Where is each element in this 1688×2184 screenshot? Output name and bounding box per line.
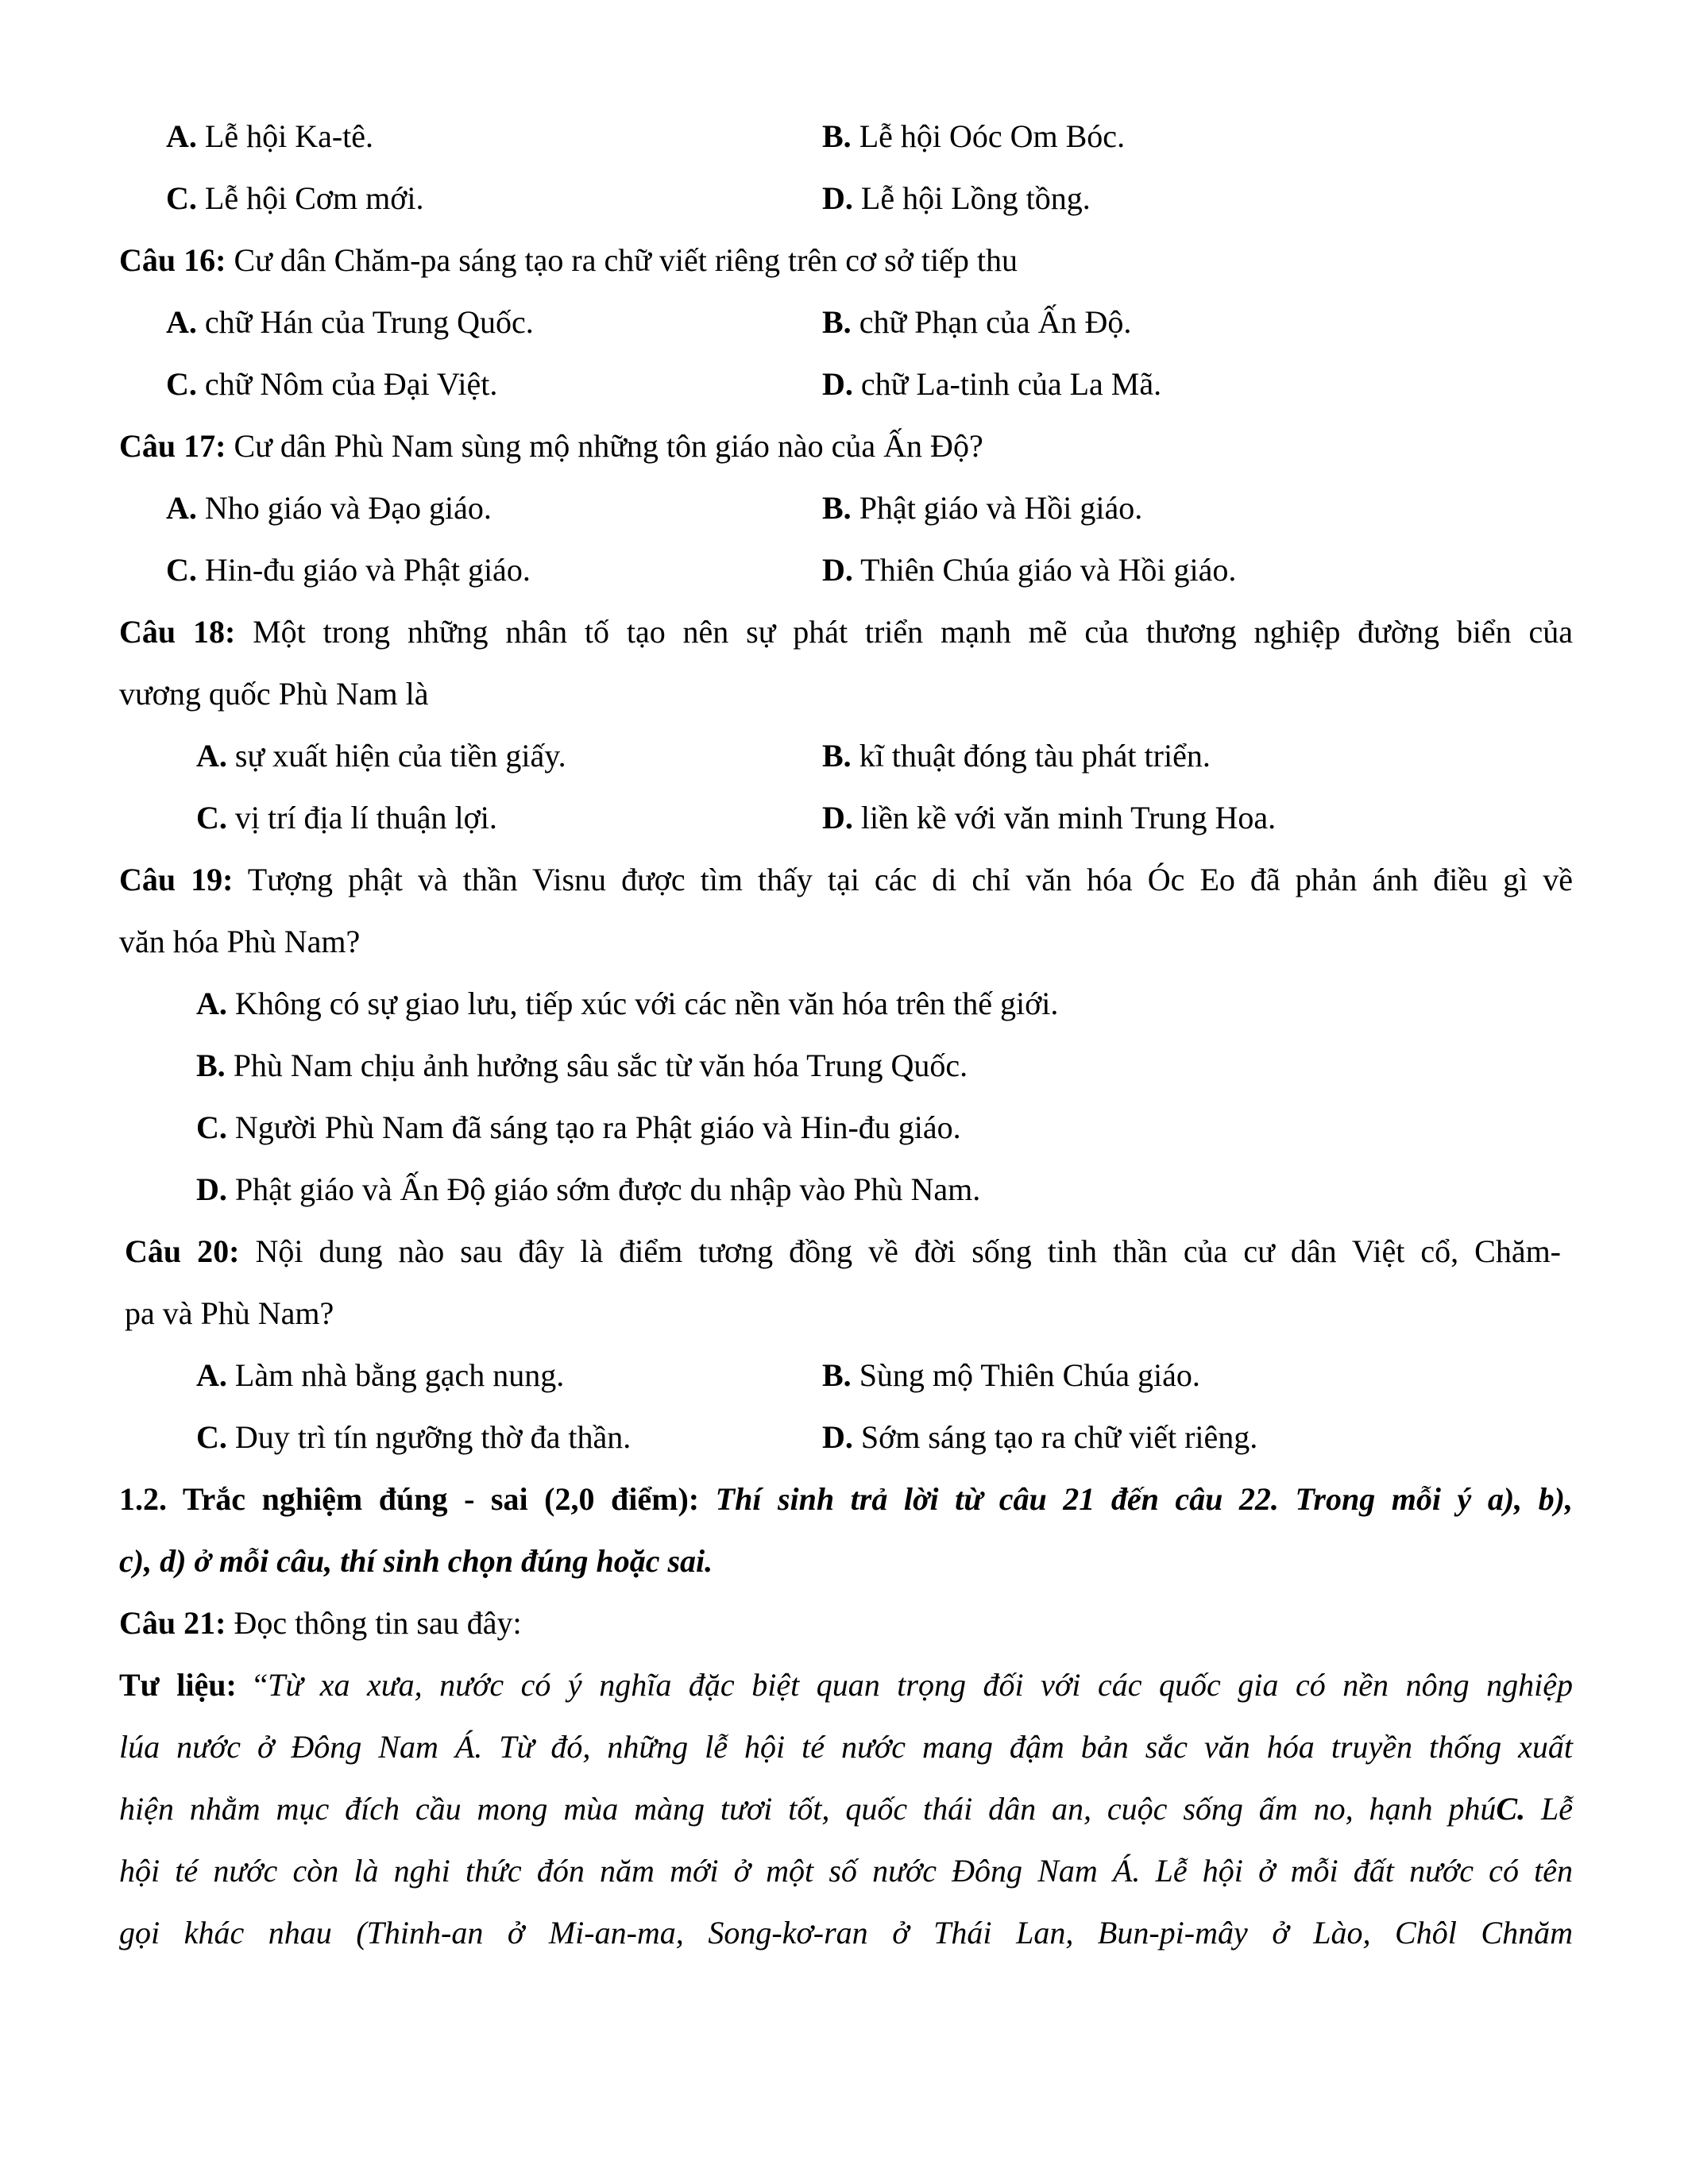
q17-option-d: [822, 554, 1236, 586]
source-text-bold: C.: [1496, 1791, 1526, 1827]
section-heading: 1.2. Trắc nghiệm đúng - sai (2,0 điểm):: [119, 1481, 700, 1517]
question-label: Câu 18:: [119, 614, 236, 650]
option-text: chữ Phạn của Ấn Độ.: [851, 304, 1132, 340]
option-label: C.: [196, 1109, 227, 1145]
q19-option-c: [196, 1109, 961, 1145]
option-label: B.: [822, 118, 852, 154]
question-label: Câu 19:: [119, 862, 234, 897]
q18-stem-line1: [119, 616, 1573, 648]
option-text: Lễ hội Lồng tồng.: [852, 180, 1091, 216]
source-passage-line1: [119, 1669, 1573, 1701]
question-text: Cư dân Chăm-pa sáng tạo ra chữ viết riêng trên cơ sở tiếp thu: [226, 242, 1018, 278]
option-text: Phù Nam chịu ảnh hưởng sâu sắc từ văn hóa Trung Quốc.: [225, 1048, 968, 1083]
option-text: Lễ hội Oóc Om Bóc.: [851, 118, 1126, 154]
q20-option-c: [196, 1419, 632, 1455]
option-label: B.: [822, 738, 852, 774]
section-1-2-heading-line2: c), d) ở mỗi câu, thí sinh chọn đúng hoặc sai.: [119, 1543, 713, 1579]
option-label: A.: [166, 304, 197, 340]
option-text: kĩ thuật đóng tàu phát triển.: [851, 738, 1211, 774]
option-label: D.: [822, 552, 853, 588]
q20-option-d: [822, 1419, 1258, 1455]
source-text: hiện nhằm mục đích cầu mong mùa màng tươi tốt, quốc thái dân an, cuộc sống ấm no, hạnh phú: [119, 1791, 1497, 1827]
option-text: chữ La-tinh của La Mã.: [852, 366, 1162, 402]
q17-option-a: [166, 492, 492, 524]
q17-option-b: [822, 492, 1142, 524]
q20-stem-line1: [125, 1233, 1562, 1269]
q18-option-a: [196, 740, 566, 772]
option-text: sự xuất hiện của tiền giấy.: [226, 738, 566, 774]
option-text: Duy trì tín ngưỡng thờ đa thần.: [226, 1419, 632, 1455]
source-text: Lễ: [1525, 1791, 1574, 1827]
q18-option-b: [822, 740, 1211, 772]
option-label: C.: [166, 552, 197, 588]
option-text: Người Phù Nam đã sáng tạo ra Phật giáo và Hin-đu giáo.: [226, 1109, 961, 1145]
q15-option-d: [822, 180, 1091, 216]
question-label: Câu 21:: [119, 1605, 226, 1641]
option-text: Lễ hội Cơm mới.: [196, 180, 424, 216]
source-label: Tư liệu:: [119, 1667, 237, 1703]
option-label: A.: [166, 118, 197, 154]
option-text: Lễ hội Ka-tê.: [196, 118, 374, 154]
q21-stem: [119, 1607, 522, 1639]
option-text: Thiên Chúa giáo và Hồi giáo.: [852, 552, 1237, 588]
option-label: B.: [822, 490, 852, 526]
option-text: chữ Hán của Trung Quốc.: [196, 304, 534, 340]
option-text: Sùng mộ Thiên Chúa giáo.: [851, 1357, 1200, 1393]
option-label: B.: [196, 1048, 226, 1083]
source-passage-line5: gọi khác nhau (Thinh-an ở Mi-an-ma, Song-kơ-ran ở Thái Lan, Bun-pi-mây ở Lào, Chôl Chnăm: [119, 1915, 1573, 1951]
option-text: chữ Nôm của Đại Việt.: [196, 366, 498, 402]
q18-option-c: [196, 802, 497, 834]
question-text: Một trong những nhân tố tạo nên sự phát triển mạnh mẽ của thương nghiệp đường biển của: [235, 614, 1573, 650]
option-text: vị trí địa lí thuận lợi.: [226, 800, 497, 835]
q15-option-c: [166, 180, 424, 216]
q16-option-a: [166, 304, 534, 340]
open-quote: “: [236, 1667, 268, 1703]
q15-option-a: [166, 118, 374, 154]
q17-option-c: [166, 554, 531, 586]
q19-stem-line2: văn hóa Phù Nam?: [119, 924, 361, 959]
option-text: Phật giáo và Ấn Độ giáo sớm được du nhập vào Phù Nam.: [226, 1171, 981, 1207]
question-text: Nội dung nào sau đây là điểm tương đồng về đời sống tinh thần của cư dân Việt cổ, Chăm-: [239, 1233, 1562, 1269]
q19-stem-line1: [119, 864, 1573, 896]
q20-option-b: [822, 1357, 1200, 1393]
source-passage-line4: hội té nước còn là nghi thức đón năm mới ở một số nước Đông Nam Á. Lễ hội ở mỗi đất nước có tên: [119, 1853, 1573, 1889]
question-label: Câu 17:: [119, 428, 226, 464]
option-label: C.: [196, 800, 227, 835]
option-text: Không có sự giao lưu, tiếp xúc với các nền văn hóa trên thế giới.: [226, 986, 1059, 1021]
option-label: A.: [196, 986, 227, 1021]
question-text: Đọc thông tin sau đây:: [226, 1605, 522, 1641]
q18-stem-line2: vương quốc Phù Nam là: [119, 676, 429, 712]
q16-option-c: [166, 366, 498, 402]
option-text: liền kề với văn minh Trung Hoa.: [852, 800, 1277, 835]
option-label: C.: [196, 1419, 227, 1455]
option-text: Phật giáo và Hồi giáo.: [851, 490, 1143, 526]
question-label: Câu 16:: [119, 242, 226, 278]
option-label: D.: [822, 180, 853, 216]
q20-stem-line2: pa và Phù Nam?: [125, 1295, 334, 1331]
question-text: Cư dân Phù Nam sùng mộ những tôn giáo nào của Ấn Độ?: [226, 428, 983, 464]
option-label: D.: [822, 800, 853, 835]
question-text: Tượng phật và thần Visnu được tìm thấy tại các di chỉ văn hóa Óc Eo đã phản ánh điều gì về: [233, 862, 1573, 897]
option-label: B.: [822, 304, 852, 340]
option-label: A.: [196, 738, 227, 774]
q16-option-b: [822, 304, 1132, 340]
q19-option-d: [196, 1171, 981, 1207]
q17-stem: [119, 430, 983, 462]
source-text: Từ xa xưa, nước có ý nghĩa đặc biệt quan trọng đối với các quốc gia có nền nông nghiệp: [268, 1667, 1574, 1703]
option-label: D.: [822, 1419, 853, 1455]
option-label: A.: [196, 1357, 227, 1393]
option-text: Sớm sáng tạo ra chữ viết riêng.: [852, 1419, 1258, 1455]
section-instruction: Thí sinh trả lời từ câu 21 đến câu 22. Trong mỗi ý a), b),: [699, 1481, 1573, 1517]
option-text: Hin-đu giáo và Phật giáo.: [196, 552, 531, 588]
q18-option-d: [822, 802, 1276, 834]
option-label: D.: [822, 366, 853, 402]
q16-stem: [119, 242, 1018, 278]
option-label: A.: [166, 490, 197, 526]
q20-option-a: [196, 1357, 565, 1393]
option-label: C.: [166, 366, 197, 402]
source-passage-line2: lúa nước ở Đông Nam Á. Từ đó, những lễ hội té nước mang đậm bản sắc văn hóa truyền thống xuất: [119, 1729, 1573, 1765]
option-label: D.: [196, 1171, 227, 1207]
q15-option-b: [822, 118, 1126, 154]
option-text: Nho giáo và Đạo giáo.: [196, 490, 492, 526]
question-label: Câu 20:: [125, 1233, 240, 1269]
q19-option-b: [196, 1050, 968, 1082]
q19-option-a: [196, 988, 1058, 1020]
option-label: C.: [166, 180, 197, 216]
option-text: Làm nhà bằng gạch nung.: [226, 1357, 565, 1393]
section-1-2-heading-line1: [119, 1481, 1573, 1517]
option-label: B.: [822, 1357, 852, 1393]
source-passage-line3: [119, 1793, 1573, 1825]
q16-option-d: [822, 366, 1162, 402]
